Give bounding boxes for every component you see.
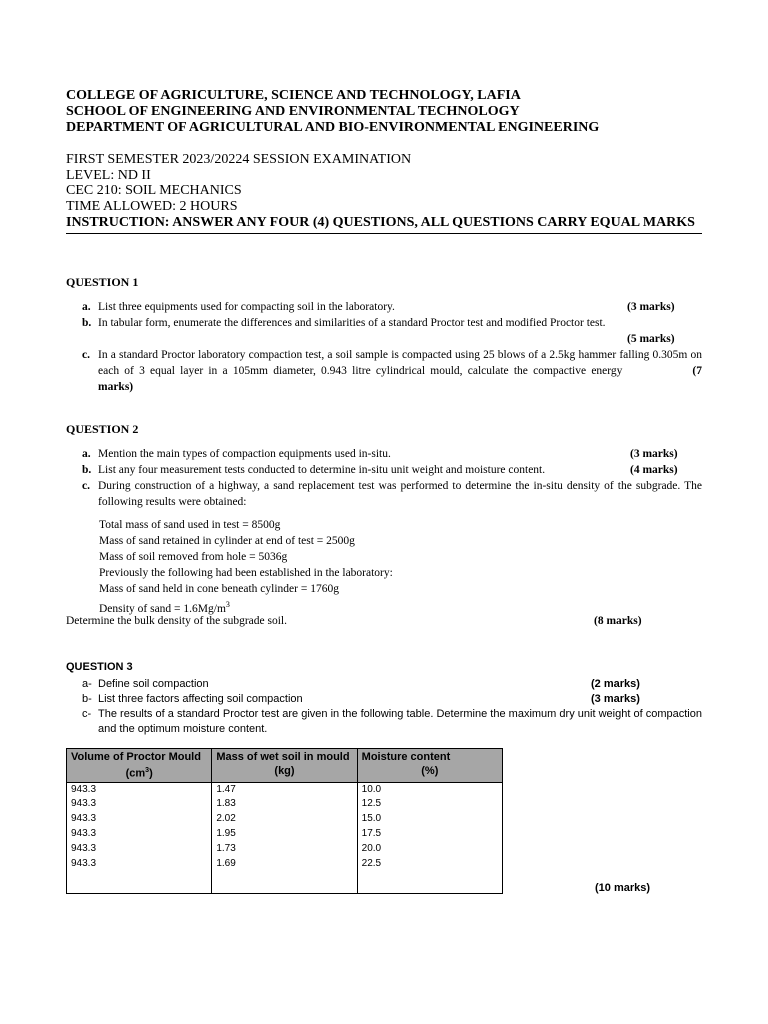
table-cell: 2.02 xyxy=(212,812,357,827)
question-3-title: QUESTION 3 xyxy=(66,661,133,673)
density-text: Density of sand = 1.6Mg/m xyxy=(99,602,226,615)
item-label: a. xyxy=(82,448,91,460)
determine-line xyxy=(66,613,642,629)
given-line: Total mass of sand used in test = 8500g xyxy=(99,519,281,531)
item-label: b- xyxy=(82,693,92,705)
unit-text: (cm xyxy=(125,767,146,780)
table-row xyxy=(67,827,503,842)
item-text: The results of a standard Proctor test are given in the following table. Determine the maximum dry unit weight of compaction and the optimum moisture content. xyxy=(98,708,702,735)
table-row xyxy=(67,782,503,797)
table-cell: 20.0 xyxy=(357,842,502,857)
marks: (3 marks) xyxy=(627,301,675,313)
marks: (7 marks) xyxy=(98,365,702,393)
item-text: List three equipments used for compacting soil in the laboratory. xyxy=(98,301,395,313)
table-header-row xyxy=(67,749,503,783)
session-line: FIRST SEMESTER 2023/20224 SESSION EXAMINATION xyxy=(66,152,412,167)
table-cell: 17.5 xyxy=(357,827,502,842)
column-header-volume xyxy=(67,749,212,783)
column-title: Moisture content xyxy=(361,751,451,763)
question-1-items xyxy=(66,299,702,395)
table-row xyxy=(67,797,503,812)
marks: (8 marks) xyxy=(594,615,642,627)
table-row-empty xyxy=(67,871,503,894)
table-cell xyxy=(67,871,212,894)
marks: (3 marks) xyxy=(630,448,678,460)
column-header-mass xyxy=(212,749,357,783)
column-title: Mass of wet soil in mould xyxy=(216,751,350,763)
column-unit: (kg) xyxy=(274,765,295,777)
table-cell: 943.3 xyxy=(67,827,212,842)
question-3b xyxy=(66,692,702,707)
question-2-title: QUESTION 2 xyxy=(66,422,139,436)
item-label: a. xyxy=(82,301,91,313)
marks: (5 marks) xyxy=(627,333,675,345)
table-cell xyxy=(357,871,502,894)
item-label: b. xyxy=(82,464,92,476)
question-3-marks: (10 marks) xyxy=(595,882,651,894)
time-line: TIME ALLOWED: 2 HOURS xyxy=(66,198,238,214)
given-line: Previously the following had been established in the laboratory: xyxy=(99,567,393,579)
table-cell: 943.3 xyxy=(67,782,212,797)
table-cell: 943.3 xyxy=(67,842,212,857)
column-unit xyxy=(71,764,207,781)
item-label: b. xyxy=(82,317,92,329)
table-row xyxy=(67,812,503,827)
unit-superscript: 3 xyxy=(145,767,150,774)
table-cell: 12.5 xyxy=(357,797,502,812)
table-cell: 1.73 xyxy=(212,842,357,857)
question-1a xyxy=(66,299,702,315)
question-2a xyxy=(66,446,702,462)
table-cell: 943.3 xyxy=(67,857,212,872)
school-name: SCHOOL OF ENGINEERING AND ENVIRONMENTAL TECHNOLOGY xyxy=(66,104,520,119)
table-row xyxy=(67,842,503,857)
table-row xyxy=(67,857,503,872)
item-label: c. xyxy=(82,480,90,492)
marks: (3 marks) xyxy=(591,693,640,705)
column-unit: (%) xyxy=(421,765,439,777)
table-cell: 10.0 xyxy=(357,782,502,797)
determine-text: Determine the bulk density of the subgrade soil. xyxy=(66,615,288,627)
department-name: DEPARTMENT OF AGRICULTURAL AND BIO-ENVIRONMENTAL ENGINEERING xyxy=(66,120,600,135)
course-line: CEC 210: SOIL MECHANICS xyxy=(66,183,242,198)
question-3c xyxy=(66,707,702,737)
question-1b xyxy=(66,315,702,347)
given-data xyxy=(99,517,393,617)
item-text: In tabular form, enumerate the differences and similarities of a standard Proctor test and modified Proctor test. xyxy=(98,317,606,329)
item-label: c- xyxy=(82,708,92,720)
table-cell: 943.3 xyxy=(67,812,212,827)
marks: (4 marks) xyxy=(630,464,678,476)
given-line: Mass of sand retained in cylinder at end of test = 2500g xyxy=(99,535,355,547)
table-cell xyxy=(212,871,357,894)
item-text: Define soil compaction xyxy=(98,678,209,690)
table-cell: 1.95 xyxy=(212,827,357,842)
item-text: During construction of a highway, a sand replacement test was performed to determine the in-situ density of the subgrade. The following results were obtained: xyxy=(98,480,702,508)
college-name: COLLEGE OF AGRICULTURE, SCIENCE AND TECHNOLOGY, LAFIA xyxy=(66,88,521,103)
given-line: Mass of sand held in cone beneath cylinder = 1760g xyxy=(99,583,339,595)
question-2b xyxy=(66,462,702,478)
question-2-items xyxy=(66,446,702,510)
question-3a xyxy=(66,677,702,692)
marks: (2 marks) xyxy=(591,678,640,690)
item-text: List any four measurement tests conducted to determine in-situ unit weight and moisture content. xyxy=(98,464,546,476)
table-cell: 1.47 xyxy=(212,782,357,797)
table-cell: 22.5 xyxy=(357,857,502,872)
level-line: LEVEL: ND II xyxy=(66,167,151,183)
table-cell: 15.0 xyxy=(357,812,502,827)
column-title: Volume of Proctor Mould xyxy=(71,751,201,763)
column-header-moisture xyxy=(357,749,502,783)
item-label: c. xyxy=(82,349,90,361)
item-text: Mention the main types of compaction equipments used in-situ. xyxy=(98,448,391,460)
density-superscript: 3 xyxy=(225,600,230,609)
item-text: In a standard Proctor laboratory compaction test, a soil sample is compacted using 25 blows of a 2.5kg hammer falling 0.305m on each of 3 equal layer in a 105mm diameter, 0.943 litre cylindrical mould, calculate the compactive energy xyxy=(98,349,702,377)
item-text: List three factors affecting soil compaction xyxy=(98,693,303,705)
exam-details xyxy=(66,152,702,234)
question-2c xyxy=(66,478,702,510)
question-1-title: QUESTION 1 xyxy=(66,275,139,289)
proctor-results-table xyxy=(66,748,503,894)
instruction-line: INSTRUCTION: ANSWER ANY FOUR (4) QUESTIONS, ALL QUESTIONS CARRY EQUAL MARKS xyxy=(66,215,702,234)
table-cell: 1.69 xyxy=(212,857,357,872)
table-cell: 943.3 xyxy=(67,797,212,812)
question-1c xyxy=(66,347,702,395)
question-3-items xyxy=(66,677,702,737)
given-line: Mass of soil removed from hole = 5036g xyxy=(99,551,288,563)
unit-close: ) xyxy=(149,767,153,780)
institution-header xyxy=(66,88,702,136)
item-label: a- xyxy=(82,678,92,690)
table-cell: 1.83 xyxy=(212,797,357,812)
